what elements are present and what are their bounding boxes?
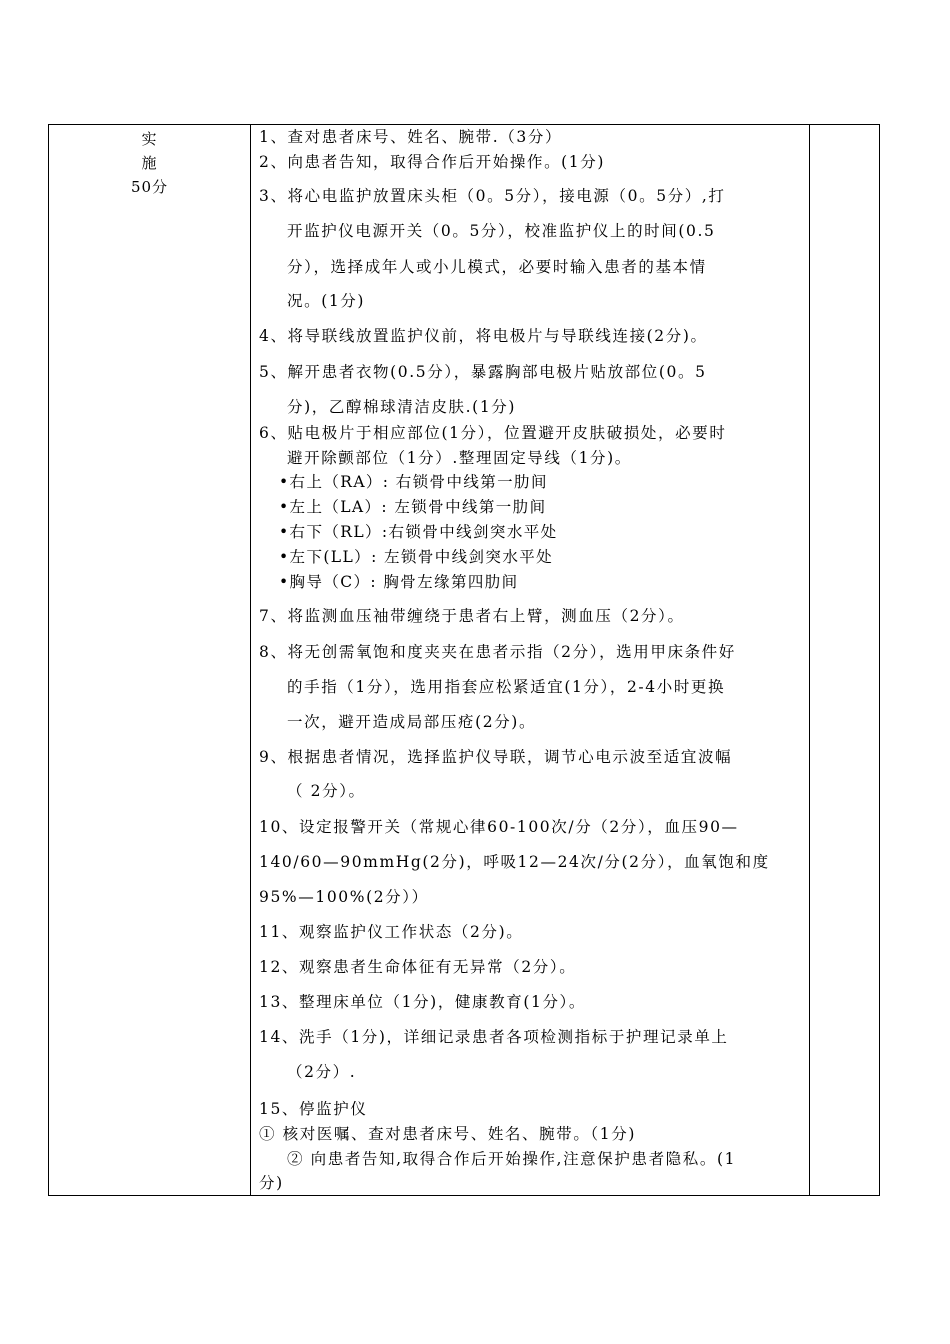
electrode-rl-item: •右下（RL）:右锁骨中线剑突水平处 — [279, 523, 558, 541]
step-3-line-4: 况。(1分) — [287, 292, 366, 310]
step-13-line: 13、整理床单位（1分)，健康教育(1分）。 — [259, 993, 586, 1011]
step-5-line-2: 分)，乙醇棉球清洁皮肤.(1分) — [287, 398, 517, 416]
step-2-line: 2、向患者告知，取得合作后开始操作。(1分) — [259, 153, 606, 171]
step-11-line: 11、观察监护仪工作状态（2分)。 — [259, 923, 524, 941]
step-6-line-2: 避开除颤部位（1分）.整理固定导线（1分)。 — [287, 449, 632, 467]
step-12-line: 12、观察患者生命体征有无异常（2分）。 — [259, 958, 577, 976]
step-15-sub-2-line-1: ② 向患者告知,取得合作后开始操作,注意保护患者隐私。(1 — [287, 1150, 737, 1168]
step-9-line-1: 9、根据患者情况，选择监护仪导联，调节心电示波至适宜波幅 — [259, 748, 733, 766]
step-9-line-2: （ 2分）。 — [287, 782, 366, 800]
scoring-table — [48, 124, 880, 1196]
step-15-line: 15、停监护仪 — [259, 1100, 368, 1118]
step-3-line-2: 开监护仪电源开关（0。5分），校准监护仪上的时间(0.5 — [287, 222, 716, 240]
step-7-line: 7、将监测血压袖带缠绕于患者右上臂，测血压（2分）。 — [259, 607, 685, 625]
electrode-la-item: •左上（LA）: 左锁骨中线第一肋间 — [279, 498, 547, 516]
section-label-score: 50分 — [130, 178, 169, 196]
electrode-ra-item: •右上（RA）: 右锁骨中线第一肋间 — [279, 473, 548, 491]
step-4-line: 4、将导联线放置监护仪前，将电极片与导联线连接(2分)。 — [259, 327, 708, 345]
electrode-ll-item: •左下(LL）: 左锁骨中线剑突水平处 — [279, 548, 554, 566]
section-label-line-2: 施 — [141, 154, 158, 172]
procedure-steps-cell — [251, 125, 810, 1195]
score-cell — [810, 125, 879, 1195]
electrode-c-item: •胸导（C）: 胸骨左缘第四肋间 — [279, 573, 519, 591]
step-14-line-1: 14、洗手（1分)，详细记录患者各项检测指标于护理记录单上 — [259, 1028, 729, 1046]
step-3-line-3: 分），选择成年人或小儿模式，必要时输入患者的基本情 — [287, 258, 707, 276]
step-8-line-1: 8、将无创需氧饱和度夹夹在患者示指（2分），选用甲床条件好 — [259, 643, 736, 661]
step-10-line-2: 140/60—90mmHg(2分)，呼吸12—24次/分(2分），血氧饱和度 — [259, 853, 770, 871]
section-label-cell — [49, 125, 251, 1195]
step-8-line-2: 的手指（1分），选用指套应松紧适宜(1分），2-4小时更换 — [287, 678, 726, 696]
step-8-line-3: 一次，避开造成局部压疮(2分)。 — [287, 713, 537, 731]
step-14-line-2: （2分）. — [287, 1063, 357, 1081]
step-6-line-1: 6、贴电极片于相应部位(1分），位置避开皮肤破损处，必要时 — [259, 424, 727, 442]
step-10-line-1: 10、设定报警开关（常规心律60-100次/分（2分），血压90— — [259, 818, 739, 836]
step-10-line-3: 95%—100%(2分）） — [259, 888, 429, 906]
step-5-line-1: 5、解开患者衣物(0.5分），暴露胸部电极片贴放部位(0。5 — [259, 363, 707, 381]
step-15-sub-1: ① 核对医嘱、查对患者床号、姓名、腕带。（1分) — [259, 1125, 636, 1143]
step-15-sub-2-line-2: 分) — [259, 1174, 284, 1192]
step-3-line-1: 3、将心电监护放置床头柜（0。5分），接电源（0。5分）,打 — [259, 187, 726, 205]
section-label-line-1: 实 — [141, 130, 158, 148]
step-1-line: 1、查对患者床号、姓名、腕带.（3分） — [259, 128, 563, 146]
